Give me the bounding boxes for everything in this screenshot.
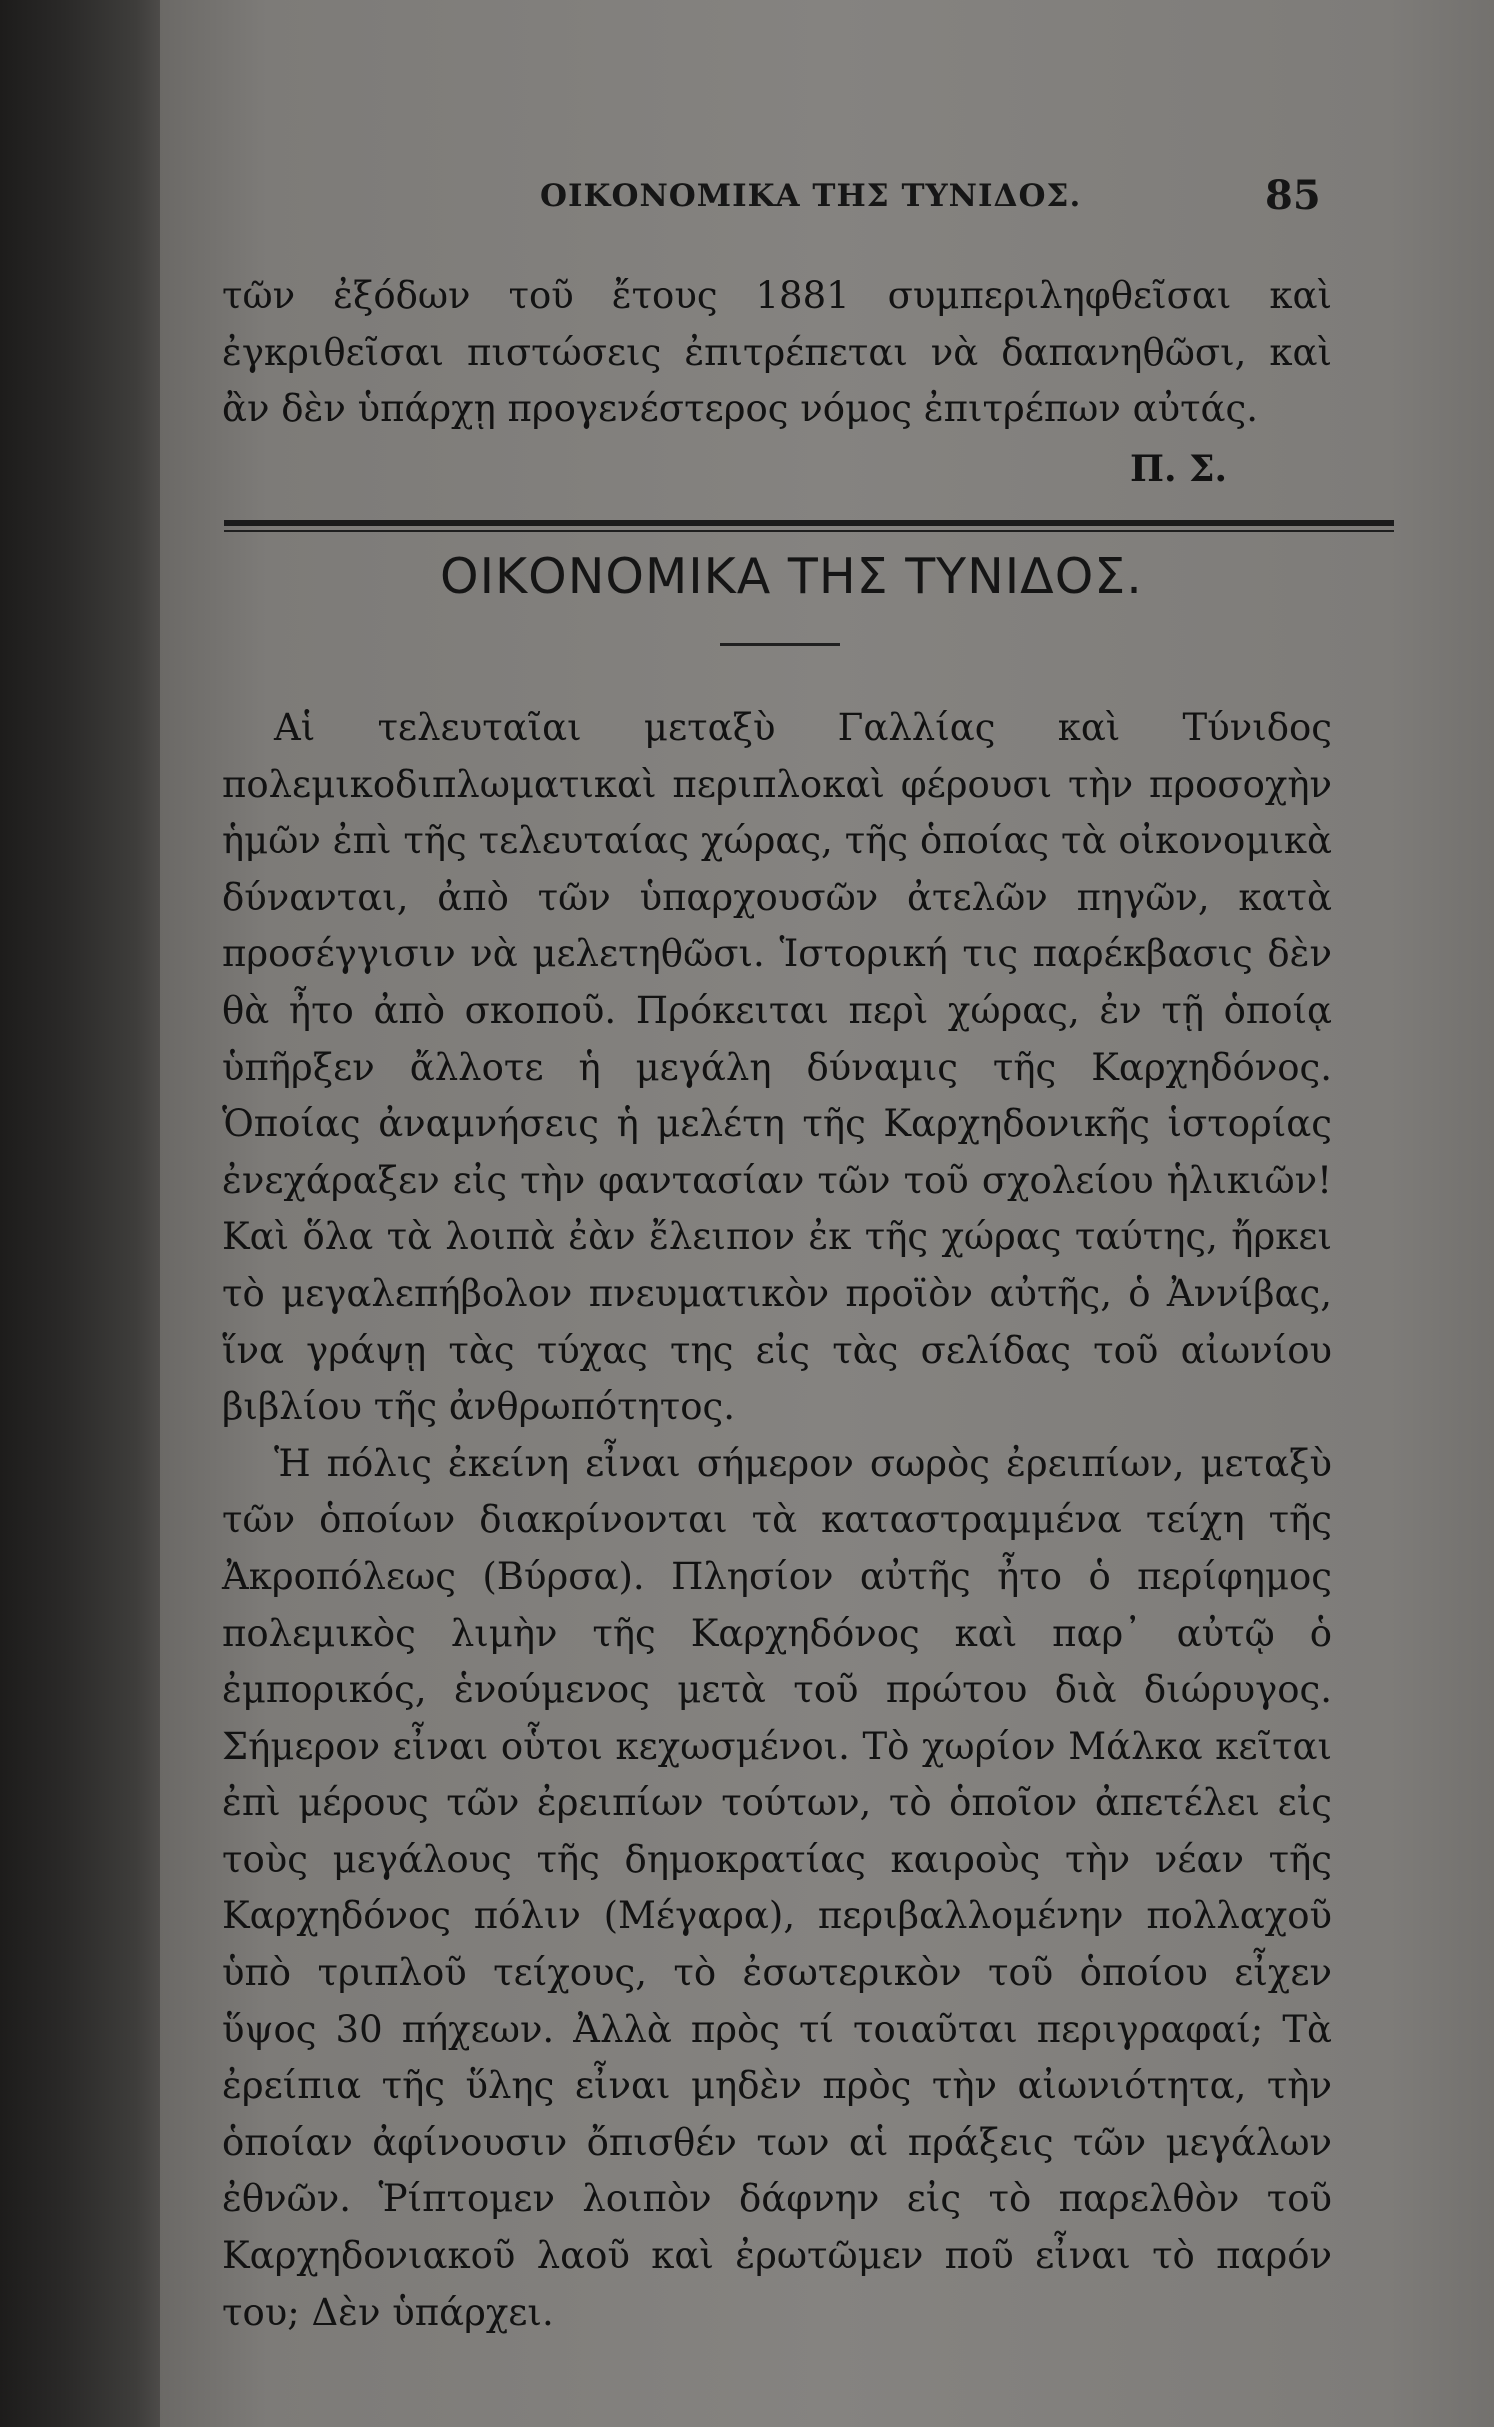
article-paragraph-1: Αἱ τελευταῖαι μεταξὺ Γαλλίας καὶ Τύνιδος πολεμικοδιπλωματικαὶ περιπλοκαὶ φέρουσι τὴν προσοχὴν ἡμῶν ἐπὶ τῆς τελευταίας χώρας, τῆς ὁποίας τὰ οἰκονομικὰ δύνανται, ἀπὸ τῶν ὑπαρχουσῶν ἀτελῶν πηγῶν, κατὰ προσέγγισιν νὰ μελετηθῶσι. Ἱστορική τις παρέκβασις δὲν θὰ ἦτο ἀπὸ σκοποῦ. Πρόκειται περὶ χώρας, ἐν τῇ ὁποίᾳ ὑπῆρξεν ἄλλοτε ἡ μεγάλη δύναμις τῆς Καρχηδόνος. Ὁποίας ἀναμνήσεις ἡ μελέτη τῆς Καρχηδονικῆς ἱστορίας ἐνεχάραξεν εἰς τὴν φαντασίαν τῶν τοῦ σχολείου ἡλικιῶν! Καὶ ὅλα τὰ λοιπὰ ἐὰν ἔλειπον ἐκ τῆς χώρας ταύτης, ἤρκει τὸ μεγαλεπήβολον πνευματικὸν προϊὸν αὐτῆς, ὁ Ἀννίβας, ἵνα γράψῃ τὰς τύχας της εἰς τὰς σελίδας τοῦ αἰωνίου βιβλίου τῆς ἀνθρωπότητος. [222, 706, 1332, 1429]
article-body [222, 700, 1332, 2341]
article-paragraph-2: Ἡ πόλις ἐκείνη εἶναι σήμερον σωρὸς ἐρειπίων, μεταξὺ τῶν ὁποίων διακρίνονται τὰ καταστραμμένα τείχη τῆς Ἀκροπόλεως (Βύρσα). Πλησίον αὐτῆς ἦτο ὁ περίφημος πολεμικὸς λιμὴν τῆς Καρχηδόνος καὶ παρ᾽ αὐτῷ ὁ ἐμπορικός, ἑνούμενος μετὰ τοῦ πρώτου διὰ διώρυγος. Σήμερον εἶναι οὗτοι κεχωσμένοι. Τὸ χωρίον Μάλκα κεῖται ἐπὶ μέρους τῶν ἐρειπίων τούτων, τὸ ὁποῖον ἀπετέλει εἰς τοὺς μεγάλους τῆς δημοκρατίας καιροὺς τὴν νέαν τῆς Καρχηδόνος πόλιν (Μέγαρα), περιβαλλομένην πολλαχοῦ ὑπὸ τριπλοῦ τείχους, τὸ ἐσωτερικὸν τοῦ ὁποίου εἶχεν ὕψος 30 πήχεων. Ἀλλὰ πρὸς τί τοιαῦται περιγραφαί; Τὰ ἐρείπια τῆς ὕλης εἶναι μηδὲν πρὸς τὴν αἰωνιότητα, τὴν ὁποίαν ἀφίνουσιν ὄπισθέν των αἱ πράξεις τῶν μεγάλων ἐθνῶν. Ῥίπτομεν λοιπὸν δάφνην εἰς τὸ παρελθὸν τοῦ Καρχηδονιακοῦ λαοῦ καὶ ἐρωτῶμεν ποῦ εἶναι τὸ παρόν του; Δὲν ὑπάρχει. [222, 1441, 1332, 2334]
section-divider-rule-thin [224, 530, 1394, 532]
book-page [160, 0, 1494, 2427]
running-head: ΟΙΚΟΝΟΜΙΚΑ ΤΗΣ ΤΥΝΙΔΟΣ. [540, 178, 1082, 214]
author-signature: Π. Σ. [1130, 448, 1228, 490]
section-divider-rule [224, 520, 1394, 526]
article-title: ΟΙΚΟΝΟΜΙΚΑ ΤΗΣ ΤΥΝΙΔΟΣ. [440, 548, 1143, 605]
previous-article-ending: τῶν ἐξόδων τοῦ ἔτους 1881 συμπεριληφθεῖσαι καὶ ἐγκριθεῖσαι πιστώσεις ἐπιτρέπεται νὰ δαπανηθῶσι, καὶ ἂν δὲν ὑπάρχῃ προγενέστερος νόμος ἐπιτρέπων αὐτάς. [222, 274, 1332, 431]
title-underline-rule [720, 643, 840, 646]
page-number: 85 [1265, 172, 1321, 219]
book-spine-shadow [0, 0, 160, 2427]
